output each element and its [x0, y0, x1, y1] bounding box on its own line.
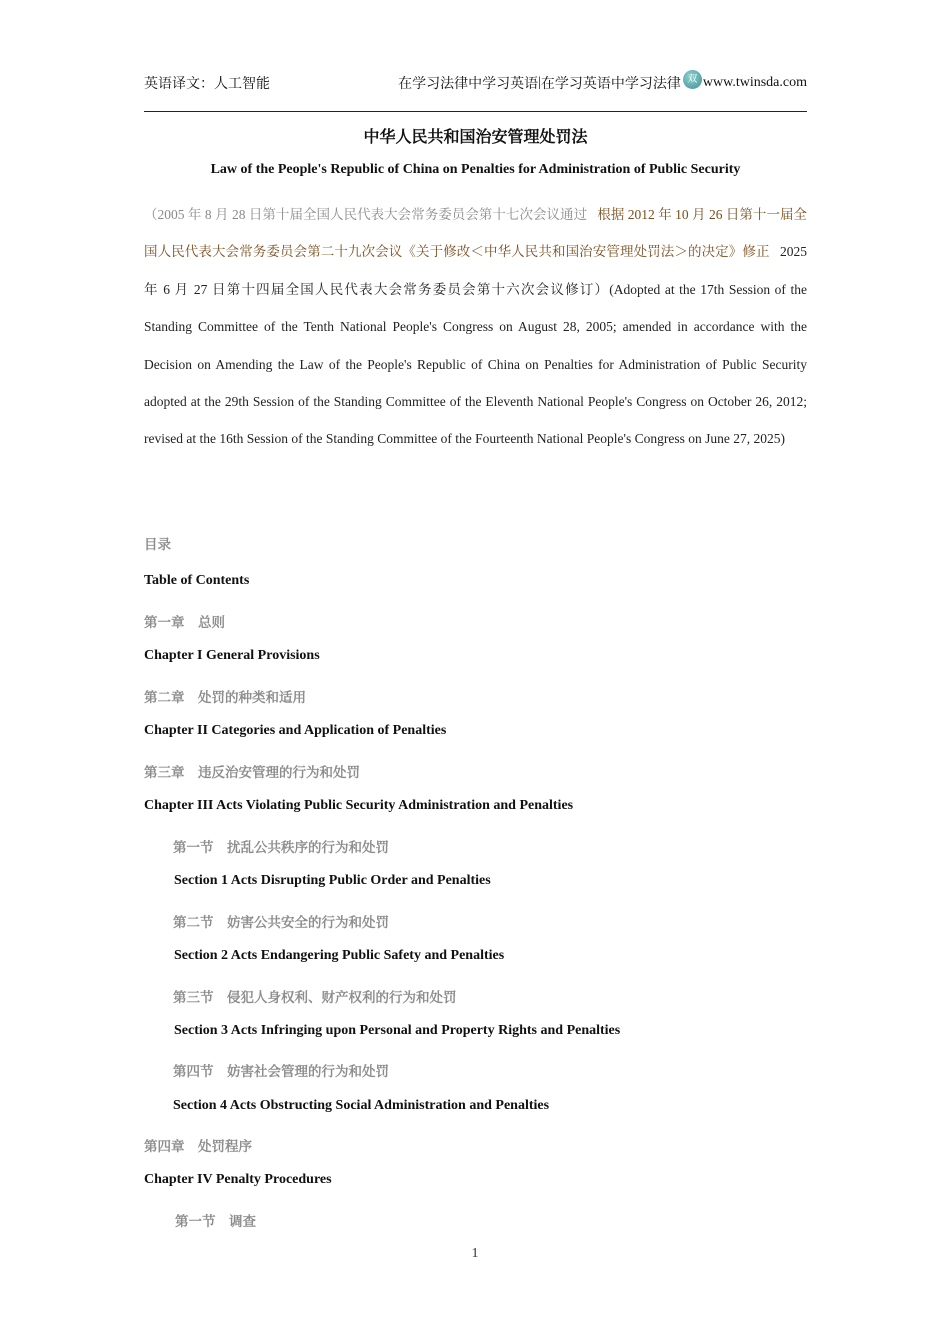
toc-entry-cn: 第一节 调查: [175, 1214, 256, 1230]
intro-adopted-cn: 2005 年 8 月 28 日第十届全国人民代表大会常务委员会第十七次会议通过: [157, 207, 588, 222]
toc-entry-en: Section 1 Acts Disrupting Public Order and Penalties: [174, 873, 491, 888]
page-number: 1: [471, 1246, 479, 1261]
adoption-note: [144, 196, 807, 458]
toc-entry-cn: 第四章 处罚程序: [144, 1139, 252, 1155]
intro-revised-cn: 2025 年 6 月 27 日第十四届全国人民代表大会常务委员会第十六次会议修订）: [144, 244, 808, 297]
toc-entry-en: Chapter IV Penalty Procedures: [144, 1172, 332, 1187]
toc-entry-en: Chapter III Acts Violating Public Security Administration and Penalties: [144, 798, 574, 813]
twinsda-logo-icon: 双: [683, 70, 702, 89]
header-left-text: 英语译文：人工智能: [144, 77, 270, 92]
title-english: Law of the People's Republic of China on Penalties for Administration of Public Security: [210, 162, 741, 177]
toc-entry-cn: 第二节 妨害公共安全的行为和处罚: [173, 915, 389, 931]
toc-heading-cn: 目录: [144, 537, 171, 553]
header-divider: [144, 111, 807, 112]
toc-entry-cn: 第一节 扰乱公共秩序的行为和处罚: [173, 840, 389, 856]
page-header: [144, 68, 807, 98]
toc-entry-cn: 第三节 侵犯人身权利、财产权利的行为和处罚: [173, 990, 457, 1006]
toc-entry-en: Section 4 Acts Obstructing Social Administration and Penalties: [173, 1098, 550, 1113]
intro-amended-cn: 根据 2012 年 10 月 26 日第十一届全国人民代表大会常务委员会第二十九次会议《关于修改＜中华人民共和国治安管理处罚法＞的决定》修正: [144, 207, 808, 260]
intro-english: (Adopted at the 17th Session of the Standing Committee of the Tenth National People's Congress on August 28, 2005; amended in accordance with the Decision on Amending the Law of the People's Republic of China on Penalties for Administration of Public Security adopted at the 29th Session of the Standing Committee of the Eleventh National People's Congress on October 26, 2012; revised at the 16th Session of the Standing Committee of the Fourteenth National People's Congress on June 27, 2025): [144, 281, 807, 447]
toc-entry-en: Chapter II Categories and Application of Penalties: [144, 723, 447, 738]
toc-entry-cn: 第二章 处罚的种类和适用: [144, 690, 306, 706]
header-site-link[interactable]: www.twinsda.com: [702, 75, 807, 90]
header-slogan-1: 在学习法律中学习英语: [398, 77, 539, 92]
toc-entry-cn: 第一章 总则: [144, 615, 225, 631]
header-slogan-2: 在学习英语中学习法律: [540, 77, 681, 92]
intro-open-paren: （: [144, 207, 158, 222]
toc-entry-en: Section 3 Acts Infringing upon Personal and Property Rights and Penalties: [174, 1023, 621, 1038]
toc-entry-en: Section 2 Acts Endangering Public Safety and Penalties: [174, 948, 505, 963]
title-chinese: 中华人民共和国治安管理处罚法: [363, 127, 588, 146]
header-right: [398, 73, 807, 93]
toc-entry-cn: 第三章 违反治安管理的行为和处罚: [144, 765, 360, 781]
toc-entry-en: Chapter I General Provisions: [144, 648, 320, 663]
header-separator: |: [538, 75, 541, 90]
toc-heading-en: Table of Contents: [144, 573, 250, 588]
toc-entry-cn: 第四节 妨害社会管理的行为和处罚: [173, 1064, 389, 1080]
